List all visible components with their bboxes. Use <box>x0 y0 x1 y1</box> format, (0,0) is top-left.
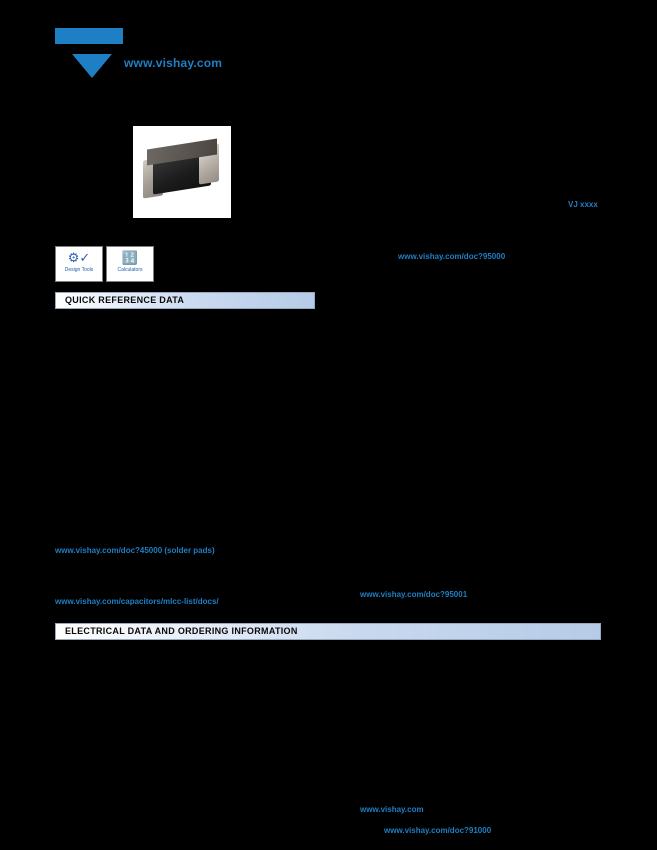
document-code: VJ xxxx <box>568 200 598 209</box>
section-electrical-data <box>55 623 601 640</box>
calculators-label: Calculators <box>117 267 143 273</box>
section-electrical-title: ELECTRICAL DATA AND ORDERING INFORMATION <box>65 626 298 636</box>
section-quick-reference-title: QUICK REFERENCE DATA <box>65 295 185 305</box>
vishay-logo-triangle-icon <box>72 54 112 78</box>
calculators-icon: 🔢 <box>121 250 139 265</box>
product-photo <box>133 126 231 218</box>
design-tools-label: Design Tools <box>64 267 94 273</box>
vishay-logo-bar <box>55 28 123 44</box>
features-link[interactable]: www.vishay.com/doc?95000 <box>398 252 506 261</box>
application-note-link[interactable]: www.vishay.com/doc?45000 (solder pads) <box>55 546 215 555</box>
package-link[interactable]: www.vishay.com/doc?95001 <box>360 590 468 599</box>
calculators-button[interactable] <box>106 246 154 282</box>
footer-link-primary[interactable]: www.vishay.com <box>360 805 424 814</box>
section-quick-reference-data <box>55 292 315 309</box>
documents-link[interactable]: www.vishay.com/capacitors/mlcc-list/docs/ <box>55 597 219 606</box>
design-tools-button[interactable] <box>55 246 103 282</box>
footer-link-secondary[interactable]: www.vishay.com/doc?91000 <box>384 826 492 835</box>
design-tools-icon: ⚙✓ <box>67 250 91 265</box>
brand-url[interactable]: www.vishay.com <box>124 56 223 70</box>
